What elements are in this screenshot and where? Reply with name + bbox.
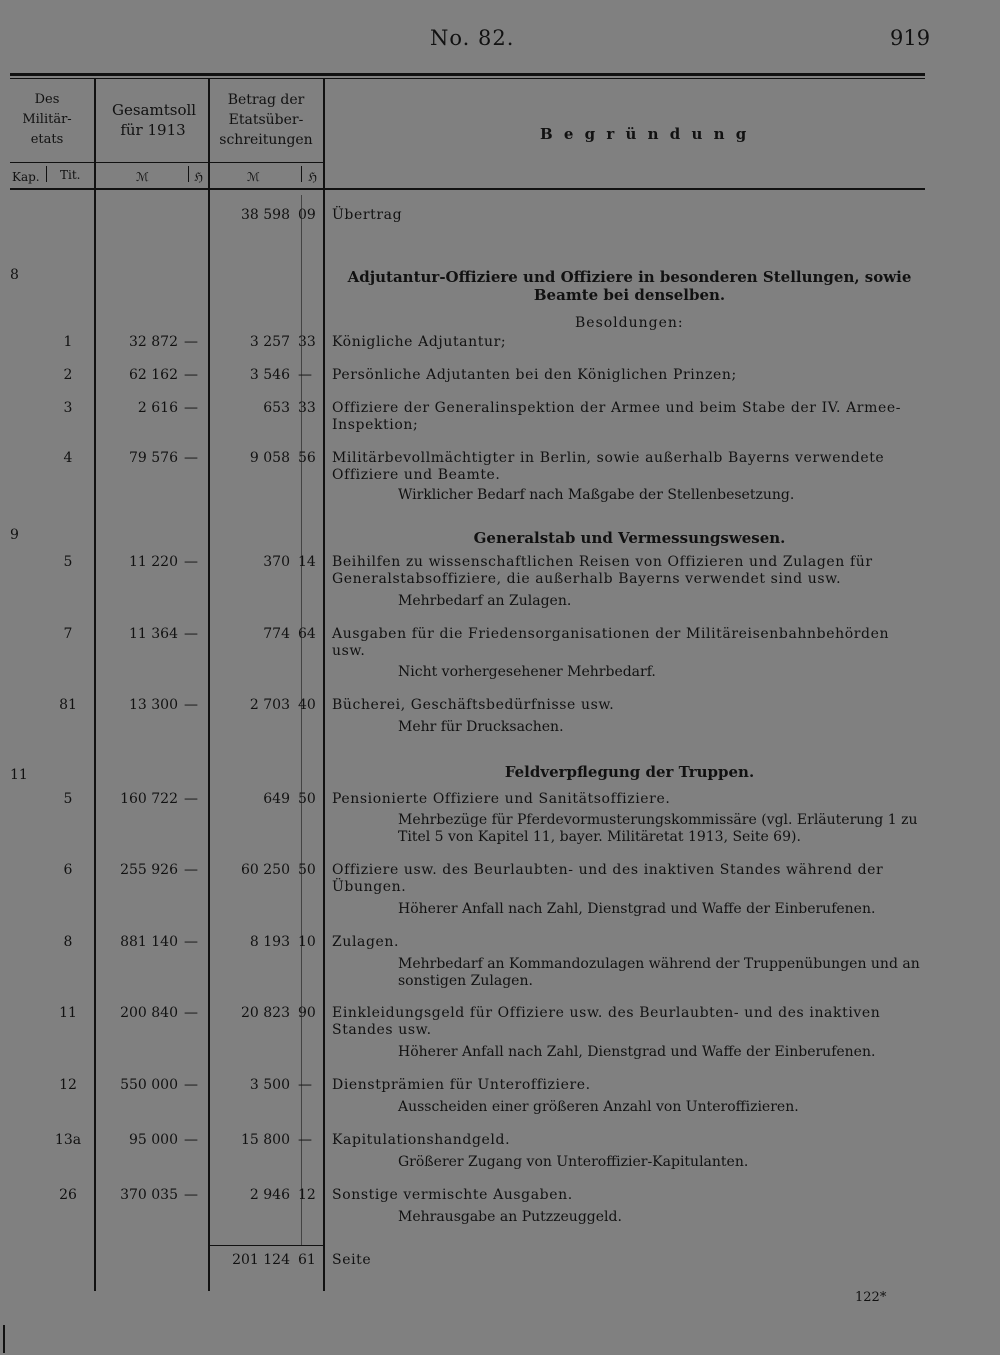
row-pf: 40: [298, 697, 316, 713]
kapitel-8: 8: [10, 267, 19, 283]
col-betrag-mark: ℳ: [247, 170, 260, 184]
col-kap: Kap.: [12, 170, 40, 184]
row-tit: 12: [59, 1077, 77, 1093]
row-soll: 881 140: [120, 934, 178, 950]
col-line-1: [94, 78, 96, 1291]
row-tit: 11: [59, 1005, 77, 1021]
row-soll-pf: —: [184, 1077, 198, 1093]
row-text: Militärbevollmächtigter in Berlin, sowie außerhalb Bayerns verwendete Offiziere und Beamte.: [332, 450, 885, 483]
issue-number: No. 82.: [430, 26, 515, 50]
row-tit: 1: [63, 334, 73, 350]
row-soll-pf: —: [184, 862, 198, 878]
sum-rule: [210, 1245, 323, 1246]
row-text: Beihilfen zu wissenschaftlichen Reisen von Offizieren und Zulagen für Generalstabsoffiziere, die außerhalb Bayerns verwendet sind usw.: [332, 554, 873, 587]
row-text: Offiziere usw. des Beurlaubten- und des inaktiven Standes während der Übungen.: [332, 862, 884, 895]
left-edge-mark: [3, 1325, 5, 1353]
row-note: Mehrbezüge für Pferdevormusterungskommissäre (vgl. Erläuterung 1 zu Titel 5 von Kapitel 11, bayer. Militäretat 1913, Seite 69).: [398, 812, 918, 845]
seite-betrag: 201 124: [232, 1252, 290, 1268]
col-gesamtsoll: Gesamtsoll für 1913: [112, 101, 197, 139]
row-soll: 79 576: [129, 450, 178, 466]
row-soll: 32 872: [129, 334, 178, 350]
row-tit: 5: [63, 791, 73, 807]
row-note: Höherer Anfall nach Zahl, Dienstgrad und Waffe der Einberufenen.: [398, 901, 876, 917]
row-betrag: 3 257: [249, 334, 290, 350]
seite-text: Seite: [332, 1252, 372, 1268]
sub-rule-3: [210, 162, 323, 163]
row-pf: —: [298, 1077, 312, 1093]
col-soll-pf: ℌ: [194, 170, 204, 184]
row-note: Höherer Anfall nach Zahl, Dienstgrad und Waffe der Einberufenen.: [398, 1044, 876, 1060]
row-betrag: 15 800: [241, 1132, 290, 1148]
row-betrag: 3 500: [249, 1077, 290, 1093]
row-note: Größerer Zugang von Unteroffizier-Kapitulanten.: [398, 1154, 749, 1170]
row-note: Mehr für Drucksachen.: [398, 719, 564, 735]
row-soll: 95 000: [129, 1132, 178, 1148]
row-soll: 2 616: [137, 400, 178, 416]
row-pf: 33: [298, 334, 316, 350]
col-begruendung: B e g r ü n d u n g: [540, 125, 750, 143]
row-betrag: 9 058: [249, 450, 290, 466]
row-soll: 550 000: [120, 1077, 178, 1093]
header-bottom-rule: [10, 188, 925, 190]
uebertrag-pf: 09: [298, 207, 316, 223]
row-soll: 370 035: [120, 1187, 178, 1203]
row-text: Persönliche Adjutanten bei den Königlichen Prinzen;: [332, 367, 737, 383]
row-soll-pf: —: [184, 626, 198, 642]
sub-sep-1: [46, 166, 47, 182]
row-note: Nicht vorhergesehener Mehrbedarf.: [398, 664, 656, 680]
row-text: Zulagen.: [332, 934, 400, 950]
row-pf: 50: [298, 862, 316, 878]
row-soll-pf: —: [184, 334, 198, 350]
row-soll-pf: —: [184, 791, 198, 807]
row-soll-pf: —: [184, 367, 198, 383]
section-heading-11: Feldverpflegung der Truppen.: [504, 763, 755, 781]
row-pf: 10: [298, 934, 316, 950]
row-tit: 13a: [54, 1132, 82, 1148]
row-betrag: 8 193: [249, 934, 290, 950]
row-pf: —: [298, 1132, 312, 1148]
row-tit: 2: [63, 367, 73, 383]
top-rule-thick: [10, 73, 925, 76]
col-line-2: [208, 78, 210, 1291]
row-text: Pensionierte Offiziere und Sanitätsoffiziere.: [332, 791, 671, 807]
row-betrag: 774: [263, 626, 290, 642]
row-pf: —: [298, 367, 312, 383]
col-tit: Tit.: [60, 168, 81, 182]
row-soll-pf: —: [184, 450, 198, 466]
row-betrag: 649: [263, 791, 290, 807]
uebertrag-betrag: 38 598: [241, 207, 290, 223]
seite-pf: 61: [298, 1252, 316, 1268]
section-heading-9: Generalstab und Vermessungswesen.: [473, 529, 786, 547]
sub-rule-2: [96, 162, 208, 163]
sub-sep-3: [301, 166, 302, 182]
row-tit: 4: [63, 450, 73, 466]
row-tit: 81: [59, 697, 77, 713]
row-soll: 11 220: [129, 554, 178, 570]
row-soll-pf: —: [184, 554, 198, 570]
row-soll: 11 364: [129, 626, 178, 642]
row-text: Einkleidungsgeld für Offiziere usw. des Beurlaubten- und des inaktiven Standes usw.: [332, 1005, 881, 1038]
row-pf: 90: [298, 1005, 316, 1021]
row-tit: 5: [63, 554, 73, 570]
top-rule-thin: [10, 78, 925, 79]
sub-sep-2: [188, 166, 189, 182]
row-tit: 7: [63, 626, 73, 642]
row-betrag: 60 250: [241, 862, 290, 878]
row-betrag: 20 823: [241, 1005, 290, 1021]
col-betrag-pf: ℌ: [308, 170, 318, 184]
section-subheading-besoldungen: Besoldungen:: [575, 315, 684, 331]
uebertrag-text: Übertrag: [332, 207, 403, 223]
row-pf: 33: [298, 400, 316, 416]
row-soll-pf: —: [184, 934, 198, 950]
row-tit: 3: [63, 400, 73, 416]
row-betrag: 2 703: [249, 697, 290, 713]
row-soll: 255 926: [120, 862, 178, 878]
sub-rule-1: [10, 162, 94, 163]
row-soll: 200 840: [120, 1005, 178, 1021]
col-militaeretats: Des Militär- etats: [22, 92, 72, 147]
row-note: Mehrausgabe an Putzzeuggeld.: [398, 1209, 622, 1225]
row-note: Mehrbedarf an Kommandozulagen während der Truppenübungen und an sonstigen Zulagen.: [398, 956, 920, 989]
row-soll-pf: —: [184, 1132, 198, 1148]
row-soll: 13 300: [129, 697, 178, 713]
row-soll-pf: —: [184, 400, 198, 416]
row-pf: 50: [298, 791, 316, 807]
row-text: Offiziere der Generalinspektion der Armee und beim Stabe der IV. Armee-Inspektion;: [332, 400, 902, 433]
row-text: Ausgaben für die Friedensorganisationen der Militäreisenbahnbehörden usw.: [332, 626, 890, 659]
row-betrag: 3 546: [249, 367, 290, 383]
row-pf: 14: [298, 554, 316, 570]
row-note: Ausscheiden einer größeren Anzahl von Unteroffizieren.: [398, 1099, 799, 1115]
row-text: Dienstprämien für Unteroffiziere.: [332, 1077, 591, 1093]
row-text: Kapitulationshandgeld.: [332, 1132, 511, 1148]
row-soll-pf: —: [184, 1187, 198, 1203]
row-betrag: 653: [263, 400, 290, 416]
row-pf: 56: [298, 450, 316, 466]
row-tit: 26: [59, 1187, 77, 1203]
row-text: Bücherei, Geschäftsbedürfnisse usw.: [332, 697, 615, 713]
row-soll: 160 722: [120, 791, 178, 807]
row-betrag: 2 946: [249, 1187, 290, 1203]
row-betrag: 370: [263, 554, 290, 570]
row-soll-pf: —: [184, 1005, 198, 1021]
signature-mark: 122*: [855, 1290, 887, 1305]
row-tit: 6: [63, 862, 73, 878]
row-tit: 8: [63, 934, 73, 950]
col-betrag: Betrag der Etatsüber- schreitungen: [219, 92, 313, 148]
row-pf: 12: [298, 1187, 316, 1203]
row-soll-pf: —: [184, 697, 198, 713]
col-line-3: [323, 78, 325, 1291]
row-note: Wirklicher Bedarf nach Maßgabe der Stellenbesetzung.: [398, 487, 795, 503]
page-number: 919: [890, 26, 931, 50]
row-soll: 62 162: [129, 367, 178, 383]
row-text: Königliche Adjutantur;: [332, 334, 507, 350]
row-note: Mehrbedarf an Zulagen.: [398, 593, 572, 609]
kapitel-11: 11: [10, 767, 28, 783]
kapitel-9: 9: [10, 527, 19, 543]
section-heading-8: Adjutantur-Offiziere und Offiziere in besonderen Stellungen, sowie Beamte bei denselben.: [347, 268, 912, 304]
row-text: Sonstige vermischte Ausgaben.: [332, 1187, 573, 1203]
col-soll-mark: ℳ: [136, 170, 149, 184]
row-pf: 64: [298, 626, 316, 642]
